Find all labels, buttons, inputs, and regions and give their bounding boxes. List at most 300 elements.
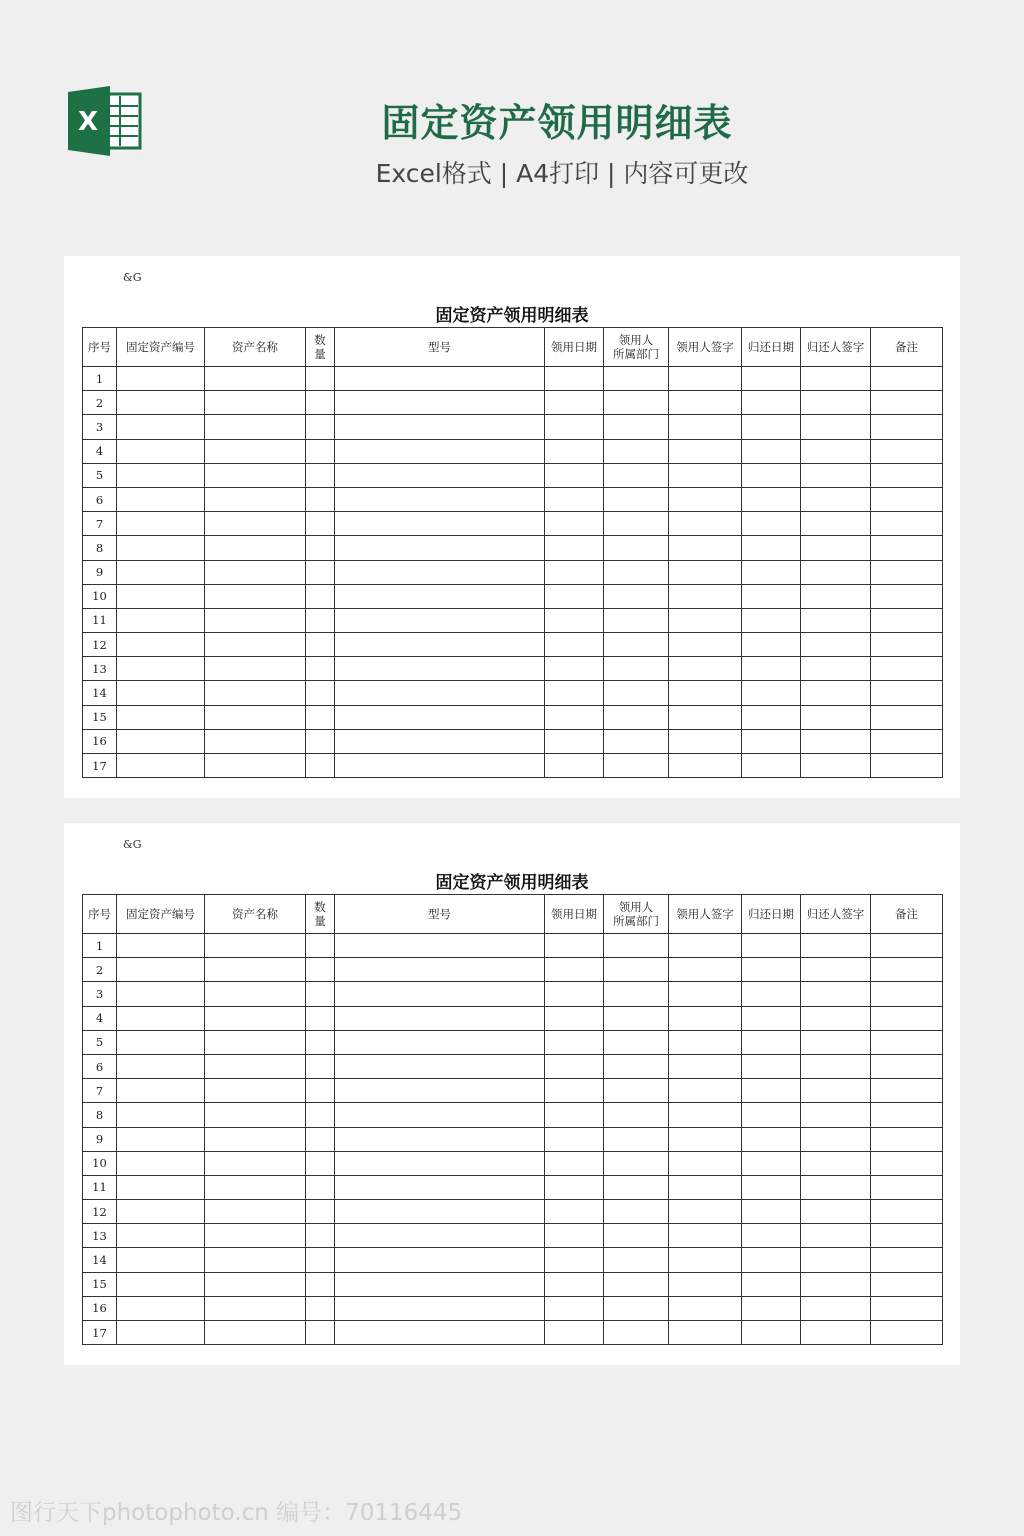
table-cell (604, 415, 669, 439)
column-header: 数 量 (306, 328, 335, 367)
table-cell (545, 1006, 604, 1030)
table-cell (205, 367, 306, 391)
table-row (83, 1151, 943, 1175)
table-cell (871, 982, 943, 1006)
ledger-table (82, 894, 943, 1345)
table-row (83, 633, 943, 657)
table-cell (306, 1200, 335, 1224)
row-number: 8 (83, 536, 117, 560)
table-row (83, 1103, 943, 1127)
table-cell (335, 1079, 545, 1103)
table-row (83, 512, 943, 536)
table-cell (669, 1151, 742, 1175)
table-cell (604, 754, 669, 778)
table-cell (205, 1248, 306, 1272)
column-header: 领用日期 (545, 895, 604, 934)
table-cell (335, 608, 545, 632)
table-cell (669, 1103, 742, 1127)
table-cell (205, 729, 306, 753)
table-cell (742, 754, 801, 778)
table-cell (604, 1079, 669, 1103)
row-number: 10 (83, 1151, 117, 1175)
table-cell (871, 1175, 943, 1199)
table-cell (669, 1175, 742, 1199)
table-cell (801, 487, 871, 511)
table-cell (604, 1296, 669, 1320)
table-cell (801, 1103, 871, 1127)
table-cell (306, 439, 335, 463)
table-cell (604, 1127, 669, 1151)
table-cell (801, 657, 871, 681)
table-row (83, 487, 943, 511)
table-cell (306, 705, 335, 729)
table-cell (205, 1296, 306, 1320)
table-cell (335, 729, 545, 753)
table-cell (545, 1079, 604, 1103)
table-cell (205, 1103, 306, 1127)
table-cell (335, 536, 545, 560)
table-cell (306, 657, 335, 681)
row-number: 4 (83, 1006, 117, 1030)
table-row (83, 536, 943, 560)
table-cell (604, 1103, 669, 1127)
table-cell (801, 1200, 871, 1224)
table-cell (306, 367, 335, 391)
table-cell (306, 1030, 335, 1054)
column-header: 备注 (871, 895, 943, 934)
table-row (83, 608, 943, 632)
table-cell (306, 1127, 335, 1151)
table-cell (205, 391, 306, 415)
row-number: 14 (83, 681, 117, 705)
table-cell (306, 958, 335, 982)
table-cell (335, 754, 545, 778)
table-cell (742, 439, 801, 463)
row-number: 1 (83, 367, 117, 391)
table-cell (742, 463, 801, 487)
table-cell (117, 982, 205, 1006)
table-cell (801, 439, 871, 463)
row-number: 14 (83, 1248, 117, 1272)
table-cell (669, 560, 742, 584)
row-number: 17 (83, 1321, 117, 1345)
table-cell (335, 1006, 545, 1030)
table-cell (604, 1151, 669, 1175)
row-number: 7 (83, 1079, 117, 1103)
table-cell (306, 415, 335, 439)
table-cell (604, 1200, 669, 1224)
table-cell (306, 463, 335, 487)
table-cell (117, 729, 205, 753)
table-cell (205, 1321, 306, 1345)
table-cell (604, 1006, 669, 1030)
table-cell (545, 1321, 604, 1345)
table-cell (205, 463, 306, 487)
table-cell (205, 754, 306, 778)
table-cell (205, 657, 306, 681)
table-cell (117, 1151, 205, 1175)
table-cell (742, 415, 801, 439)
table-cell (801, 934, 871, 958)
column-header: 归还日期 (742, 895, 801, 934)
table-row (83, 1296, 943, 1320)
table-cell (669, 584, 742, 608)
table-cell (604, 934, 669, 958)
row-number: 6 (83, 1054, 117, 1078)
table-cell (742, 1030, 801, 1054)
table-row (83, 367, 943, 391)
table-cell (669, 367, 742, 391)
column-header: 序号 (83, 328, 117, 367)
table-cell (335, 1248, 545, 1272)
table-cell (205, 1151, 306, 1175)
table-cell (117, 1006, 205, 1030)
table-cell (306, 633, 335, 657)
table-cell (669, 754, 742, 778)
table-row (83, 1175, 943, 1199)
table-cell (871, 1030, 943, 1054)
table-cell (545, 560, 604, 584)
table-cell (545, 584, 604, 608)
table-cell (545, 729, 604, 753)
table-cell (604, 584, 669, 608)
column-header: 资产名称 (205, 328, 306, 367)
table-cell (801, 1321, 871, 1345)
table-cell (205, 1200, 306, 1224)
column-header: 归还日期 (742, 328, 801, 367)
table-cell (545, 463, 604, 487)
table-cell (742, 1175, 801, 1199)
row-number: 5 (83, 463, 117, 487)
table-cell (669, 1248, 742, 1272)
table-cell (545, 982, 604, 1006)
table-cell (205, 1224, 306, 1248)
table-cell (871, 1272, 943, 1296)
table-cell (801, 367, 871, 391)
row-number: 3 (83, 415, 117, 439)
table-cell (545, 1103, 604, 1127)
row-number: 4 (83, 439, 117, 463)
table-row (83, 934, 943, 958)
row-number: 15 (83, 705, 117, 729)
table-cell (335, 560, 545, 584)
table-cell (117, 439, 205, 463)
row-number: 6 (83, 487, 117, 511)
table-cell (335, 633, 545, 657)
watermark: 图行天下photophoto.cn 编号：70116445 (10, 1500, 463, 1526)
row-number: 9 (83, 1127, 117, 1151)
sheet-preview-2 (64, 823, 960, 1365)
table-cell (669, 1054, 742, 1078)
row-number: 2 (83, 391, 117, 415)
table-cell (335, 1054, 545, 1078)
table-cell (801, 1127, 871, 1151)
table-cell (669, 1272, 742, 1296)
table-cell (871, 415, 943, 439)
table-cell (871, 705, 943, 729)
table-cell (335, 391, 545, 415)
table-cell (117, 1296, 205, 1320)
column-header: 领用日期 (545, 328, 604, 367)
table-cell (205, 705, 306, 729)
table-row (83, 439, 943, 463)
table-cell (335, 681, 545, 705)
table-cell (604, 560, 669, 584)
row-number: 12 (83, 1200, 117, 1224)
row-number: 2 (83, 958, 117, 982)
table-cell (335, 367, 545, 391)
table-cell (669, 681, 742, 705)
row-number: 17 (83, 754, 117, 778)
table-cell (545, 1200, 604, 1224)
table-cell (604, 463, 669, 487)
table-cell (117, 1224, 205, 1248)
table-cell (205, 439, 306, 463)
table-cell (117, 705, 205, 729)
table-cell (545, 681, 604, 705)
table-cell (801, 463, 871, 487)
table-cell (742, 1127, 801, 1151)
row-number: 7 (83, 512, 117, 536)
column-header: 序号 (83, 895, 117, 934)
table-cell (117, 1054, 205, 1078)
table-row (83, 958, 943, 982)
table-row (83, 1248, 943, 1272)
table-cell (871, 1079, 943, 1103)
table-cell (801, 633, 871, 657)
row-number: 8 (83, 1103, 117, 1127)
table-cell (306, 729, 335, 753)
column-header: 型号 (335, 328, 545, 367)
table-cell (669, 982, 742, 1006)
table-cell (545, 367, 604, 391)
table-cell (604, 439, 669, 463)
column-header: 领用人 所属部门 (604, 895, 669, 934)
table-cell (742, 1103, 801, 1127)
column-header: 型号 (335, 895, 545, 934)
table-cell (205, 1079, 306, 1103)
table-row (83, 657, 943, 681)
table-cell (871, 584, 943, 608)
table-cell (306, 1248, 335, 1272)
table-row (83, 705, 943, 729)
table-cell (545, 1054, 604, 1078)
table-cell (801, 584, 871, 608)
table-cell (604, 729, 669, 753)
table-cell (604, 633, 669, 657)
table-cell (545, 487, 604, 511)
table-cell (742, 367, 801, 391)
table-cell (117, 657, 205, 681)
table-cell (205, 681, 306, 705)
table-cell (117, 560, 205, 584)
table-cell (871, 754, 943, 778)
table-cell (669, 657, 742, 681)
table-cell (117, 608, 205, 632)
table-cell (742, 584, 801, 608)
table-cell (871, 608, 943, 632)
table-cell (545, 536, 604, 560)
table-cell (742, 1006, 801, 1030)
table-header-row (83, 895, 943, 934)
table-cell (205, 560, 306, 584)
column-header: 资产名称 (205, 895, 306, 934)
table-cell (669, 1006, 742, 1030)
sheet-title: 固定资产领用明细表 (435, 306, 589, 326)
ledger-table (82, 327, 943, 778)
table-cell (205, 1175, 306, 1199)
table-row (83, 584, 943, 608)
table-cell (604, 1272, 669, 1296)
table-cell (742, 934, 801, 958)
table-cell (871, 560, 943, 584)
table-cell (604, 1175, 669, 1199)
table-cell (669, 1030, 742, 1054)
table-cell (335, 1200, 545, 1224)
table-cell (604, 1321, 669, 1345)
row-number: 13 (83, 657, 117, 681)
table-row (83, 1006, 943, 1030)
table-cell (545, 439, 604, 463)
table-cell (335, 1224, 545, 1248)
table-cell (205, 934, 306, 958)
table-cell (871, 958, 943, 982)
table-cell (801, 1175, 871, 1199)
table-cell (306, 1321, 335, 1345)
table-cell (604, 512, 669, 536)
table-cell (742, 391, 801, 415)
table-cell (335, 657, 545, 681)
table-cell (335, 958, 545, 982)
table-cell (545, 657, 604, 681)
table-cell (742, 1054, 801, 1078)
table-cell (742, 512, 801, 536)
table-cell (335, 1127, 545, 1151)
table-cell (871, 657, 943, 681)
table-cell (335, 982, 545, 1006)
table-cell (306, 536, 335, 560)
table-cell (205, 608, 306, 632)
table-row (83, 560, 943, 584)
table-row (83, 1030, 943, 1054)
table-cell (545, 1248, 604, 1272)
table-cell (669, 608, 742, 632)
table-cell (117, 367, 205, 391)
table-cell (742, 1248, 801, 1272)
table-row (83, 1127, 943, 1151)
table-cell (306, 934, 335, 958)
table-cell (871, 487, 943, 511)
row-number: 12 (83, 633, 117, 657)
table-cell (335, 439, 545, 463)
table-cell (306, 512, 335, 536)
row-number: 11 (83, 608, 117, 632)
table-cell (335, 1030, 545, 1054)
table-cell (801, 1151, 871, 1175)
table-cell (801, 608, 871, 632)
table-cell (742, 608, 801, 632)
table-cell (801, 754, 871, 778)
table-cell (801, 560, 871, 584)
table-cell (871, 1200, 943, 1224)
table-cell (604, 608, 669, 632)
table-row (83, 1200, 943, 1224)
table-cell (742, 982, 801, 1006)
table-cell (545, 1175, 604, 1199)
table-cell (335, 512, 545, 536)
table-cell (801, 512, 871, 536)
table-cell (742, 1079, 801, 1103)
sheet-preview-1 (64, 256, 960, 798)
table-cell (871, 1248, 943, 1272)
table-cell (604, 705, 669, 729)
table-row (83, 415, 943, 439)
table-cell (801, 1006, 871, 1030)
table-cell (742, 681, 801, 705)
table-cell (335, 1103, 545, 1127)
row-number: 13 (83, 1224, 117, 1248)
table-body (83, 367, 943, 778)
table-cell (871, 391, 943, 415)
row-number: 10 (83, 584, 117, 608)
table-cell (669, 1079, 742, 1103)
table-cell (742, 487, 801, 511)
table-cell (871, 633, 943, 657)
row-number: 1 (83, 934, 117, 958)
table-cell (871, 1103, 943, 1127)
table-cell (306, 487, 335, 511)
table-cell (545, 1030, 604, 1054)
table-cell (205, 512, 306, 536)
table-row (83, 463, 943, 487)
table-cell (306, 681, 335, 705)
table-header-row (83, 328, 943, 367)
logo-letter: X (77, 107, 99, 137)
table-cell (117, 512, 205, 536)
table-body (83, 934, 943, 1345)
column-header: 领用人 所属部门 (604, 328, 669, 367)
table-cell (117, 1079, 205, 1103)
table-cell (669, 1321, 742, 1345)
table-cell (306, 1006, 335, 1030)
table-row (83, 754, 943, 778)
table-cell (335, 415, 545, 439)
table-cell (801, 1248, 871, 1272)
table-cell (871, 1151, 943, 1175)
header-code: &G (123, 271, 142, 284)
table-row (83, 1272, 943, 1296)
table-cell (604, 536, 669, 560)
table-cell (742, 705, 801, 729)
table-cell (306, 1296, 335, 1320)
table-cell (306, 1272, 335, 1296)
table-cell (117, 391, 205, 415)
table-cell (545, 754, 604, 778)
table-cell (205, 1054, 306, 1078)
table-cell (335, 1151, 545, 1175)
table-cell (871, 729, 943, 753)
table-cell (545, 705, 604, 729)
table-cell (871, 1054, 943, 1078)
table-cell (801, 982, 871, 1006)
table-cell (669, 633, 742, 657)
table-cell (669, 1224, 742, 1248)
table-cell (801, 958, 871, 982)
table-cell (205, 487, 306, 511)
table-row (83, 729, 943, 753)
table-cell (742, 1296, 801, 1320)
table-cell (545, 608, 604, 632)
